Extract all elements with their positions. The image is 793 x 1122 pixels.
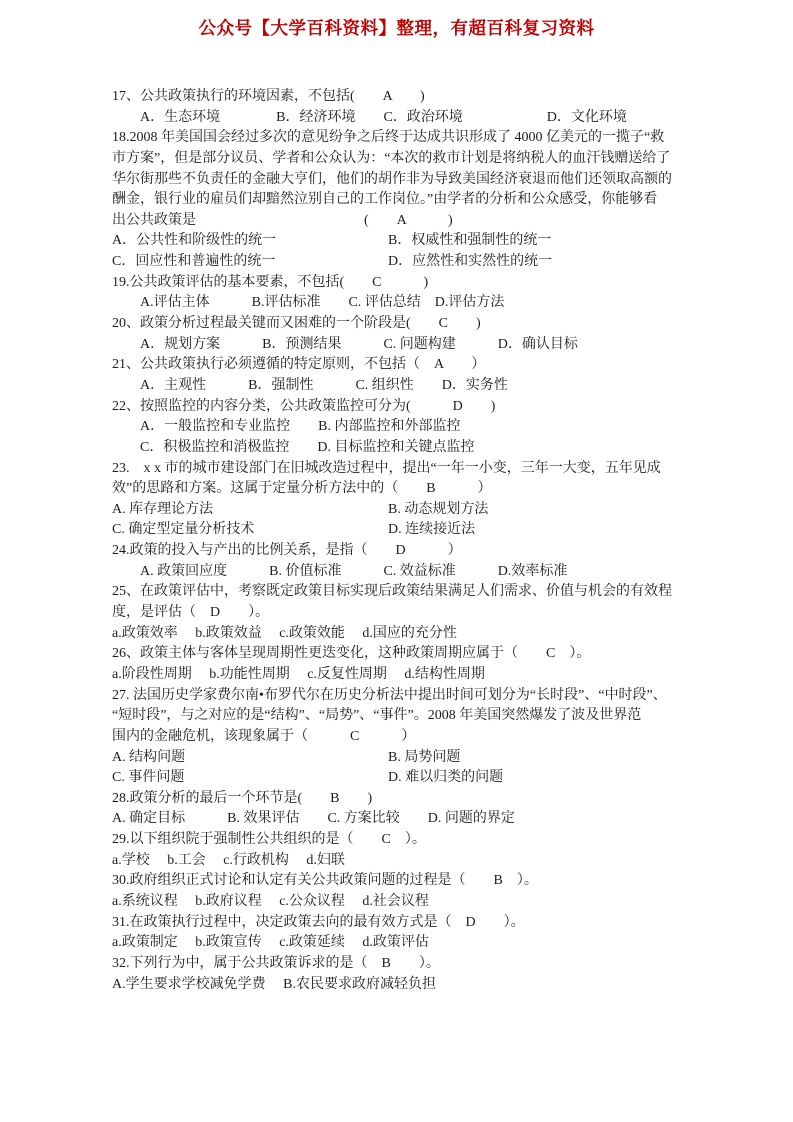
text-line: 酬金，银行业的雇员们却黯然泣别自己的工作岗位。”由学者的分析和公众感受，你能够看 [112, 192, 658, 208]
option-left: A. 结构问题 [112, 749, 186, 765]
text-line: A. 确定目标 B. 效果评估 C. 方案比较 D. 问题的界定 [112, 811, 515, 827]
text-line: 24.政策的投入与产出的比例关系，是指（ D ） [112, 543, 462, 559]
text-line: a.阶段性周期 b.功能性周期 c.反复性周期 d.结构性周期 [112, 666, 485, 682]
text-line: A．一般监控和专业监控 B. 内部监控和外部监控 [140, 419, 461, 435]
text-line: 出公共政策是 ( A ) [112, 212, 453, 228]
option-row [112, 500, 722, 521]
text-line: 17、公共政策执行的环境因素，不包括( A ) [112, 89, 425, 104]
text-line: a.政策效率 b.政策效益 c.政策效能 d.国应的充分性 [112, 625, 457, 641]
text-line: 20、政策分析过程最关键而又困难的一个阶段是( C ) [112, 316, 481, 332]
text-line: 32.下列行为中，属于公共政策诉求的是（ B ）。 [112, 955, 440, 971]
option-left: A．公共性和阶级性的统一 [112, 233, 277, 249]
option-right: D. 连续接近法 [388, 522, 476, 538]
option-left: C．回应性和普遍性的统一 [112, 254, 276, 270]
text-line: C．积极监控和消极监控 D. 目标监控和关键点监控 [140, 439, 475, 455]
option-left: C. 确定型定量分析技术 [112, 522, 255, 538]
option-left: C. 事件问题 [112, 770, 185, 786]
option-left: A. 库存理论方法 [112, 501, 214, 517]
option-right: D．应然性和实然性的统一 [388, 254, 553, 270]
text-line: 华尔街那些不负责任的金融大亨们，他们的胡作非为导致美国经济衰退而他们还领取高额的 [112, 171, 672, 187]
text-line: a.系统议程 b.政府议程 c.公众议程 d.社会议程 [112, 893, 429, 909]
page-title: 公众号【大学百科资料】整理，有超百科复习资料 [198, 18, 595, 38]
option-row [112, 768, 722, 789]
option-row [112, 231, 722, 252]
option-row [112, 520, 722, 541]
text-line: 29.以下组织院于强制性公共组织的是（ C ）。 [112, 832, 426, 848]
text-line: 27. 法国历史学家费尔南•布罗代尔在历史分析法中提出时间可划分为“长时段”、“中时段”、 [112, 687, 667, 703]
text-line: a.学校 b.工会 c.行政机构 d.妇联 [112, 852, 345, 868]
option-right: B．权威性和强制性的统一 [388, 233, 552, 249]
text-line: a.政策制定 b.政策宣传 c.政策延续 d.政策评估 [112, 935, 429, 951]
text-line: A．生态环境 B．经济环境 C．政治环境 D．文化环境 [140, 109, 627, 125]
text-line: 围内的金融危机，该现象属于（ C ） [112, 728, 416, 744]
text-line: 31.在政策执行过程中，决定政策去向的最有效方式是（ D ）。 [112, 914, 525, 930]
option-row [112, 748, 722, 769]
text-line: 19.公共政策评估的基本要素，不包括( C ) [112, 274, 429, 290]
document-body [112, 87, 722, 995]
text-line: “短时段”，与之对应的是“结构”、“局势”、“事件”。2008 年美国突然爆发了波及世界范 [112, 708, 642, 724]
text-line: A．规划方案 B．预测结果 C. 问题构建 D．确认目标 [140, 336, 578, 352]
text-line: 28.政策分析的最后一个环节是( B ) [112, 790, 373, 806]
text-line: 21、公共政策执行必须遵循的特定原则，不包括（ A ） [112, 357, 486, 373]
text-line: A．主观性 B．强制性 C. 组织性 D．实务性 [140, 377, 508, 393]
text-line: 市方案”，但是部分议员、学者和公众认为：“本次的救市计划是将纳税人的血汗钱赠送给了 [112, 150, 671, 166]
text-line: A. 政策回应度 B. 价值标准 C. 效益标准 D.效率标准 [140, 563, 568, 579]
text-line: 25、在政策评估中，考察既定政策目标实现后政策结果满足人们需求、价值与机会的有效程 [112, 584, 672, 600]
text-line: A.学生要求学校减免学费 B.农民要求政府减轻负担 [112, 976, 436, 992]
text-line: 23. x x 市的城市建设部门在旧城改造过程中，提出“一年一小变，三年一大变，五年见成 [112, 460, 661, 476]
text-line: 效”的思路和方案。这属于定量分析方法中的（ B ） [112, 481, 492, 497]
text-line: 30.政府组织正式讨论和认定有关公共政策问题的过程是（ B ）。 [112, 873, 538, 889]
text-line: 26、政策主体与客体呈现周期性更迭变化，这种政策周期应属于（ C ）。 [112, 646, 591, 662]
option-row [112, 252, 722, 273]
option-right: B. 动态规划方法 [388, 501, 489, 517]
option-right: B. 局势问题 [388, 749, 461, 765]
text-line: 18.2008 年美国国会经过多次的意见纷争之后终于达成共识形成了 4000 亿美元的一揽子“救 [112, 130, 665, 146]
text-line: 22、按照监控的内容分类，公共政策监控可分为( D ) [112, 398, 496, 414]
text-line: 度，是评估（ D ）。 [112, 605, 270, 621]
option-right: D. 难以归类的问题 [388, 770, 504, 786]
text-line: A.评估主体 B.评估标准 C. 评估总结 D.评估方法 [140, 295, 505, 311]
